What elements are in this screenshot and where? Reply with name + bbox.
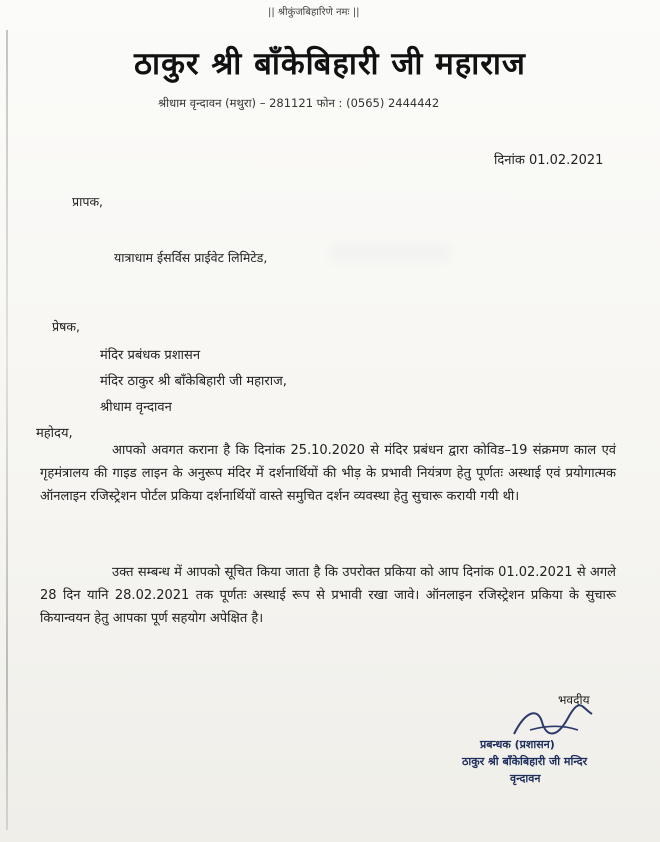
sender-line: श्रीधाम वृन्दावन — [100, 400, 172, 415]
body-paragraph: आपको अवगत कराना है कि दिनांक 25.10.2020 से मंदिर प्रबंधन द्वारा कोविड–19 संक्रमण काल एवं गृहमंत्रालय की गाइड लाइन के अनुरूप मंदिर में दर्शनार्थियों की भीड़ के प्रभावी नियंत्रण हेतु पूर्णतः अस्थाई एवं प्रयोगात्मक ऑनलाइन रजिस्ट्रेशन पोर्टल प्रकिया दर्शनार्थियों वास्ते समुचित दर्शन व्यवस्था हेतु सुचारू करायी गयी थी। — [40, 443, 616, 504]
official-stamp — [462, 736, 587, 787]
body-paragraph: उक्त सम्बन्ध में आपको सूचित किया जाता है कि उपरोक्त प्रकिया को आप दिनांक 01.02.2021 से अगले 28 दिन यानि 28.02.2021 तक पूर्णतः अस्थाई रूप से प्रभावी रखा जावे। ऑनलाइन रजिस्ट्रेशन प्रकिया के सुचारू कियान्वयन हेतु आपका पूर्ण सहयोग अपेक्षित है। — [40, 565, 616, 626]
recipient-name: यात्राधाम ईसर्विस प्राईवेट लिमिटेड, — [114, 250, 268, 265]
sender-line: मंदिर ठाकुर श्री बाँकेबिहारी जी महाराज, — [100, 374, 287, 389]
stamp-designation: प्रबन्धक (प्रशासन) — [480, 738, 555, 751]
letter-date: दिनांक 01.02.2021 — [494, 153, 604, 168]
redacted-area — [330, 244, 450, 262]
recipient-label: प्रापक, — [72, 194, 104, 209]
closing: भवदीय — [558, 693, 590, 707]
paper-fold-edge — [6, 30, 8, 830]
letterhead-address: श्रीधाम वृन्दावन (मथुरा) – 281121 फोन : (0565) 2444442 — [158, 96, 440, 110]
invocation-line: || श्रीकुंजबिहारिणे नमः || — [268, 7, 360, 18]
stamp-organization: ठाकुर श्री बाँकेबिहारी जी मन्दिर — [462, 755, 588, 768]
sender-label: प्रेषक, — [52, 319, 80, 334]
sender-line: मंदिर प्रबंधक प्रशासन — [100, 348, 201, 363]
salutation: महोदय, — [36, 426, 73, 441]
stamp-place: वृन्दावन — [510, 772, 541, 785]
letterhead-title: ठाकुर श्री बाँकेबिहारी जी महाराज — [134, 46, 526, 82]
